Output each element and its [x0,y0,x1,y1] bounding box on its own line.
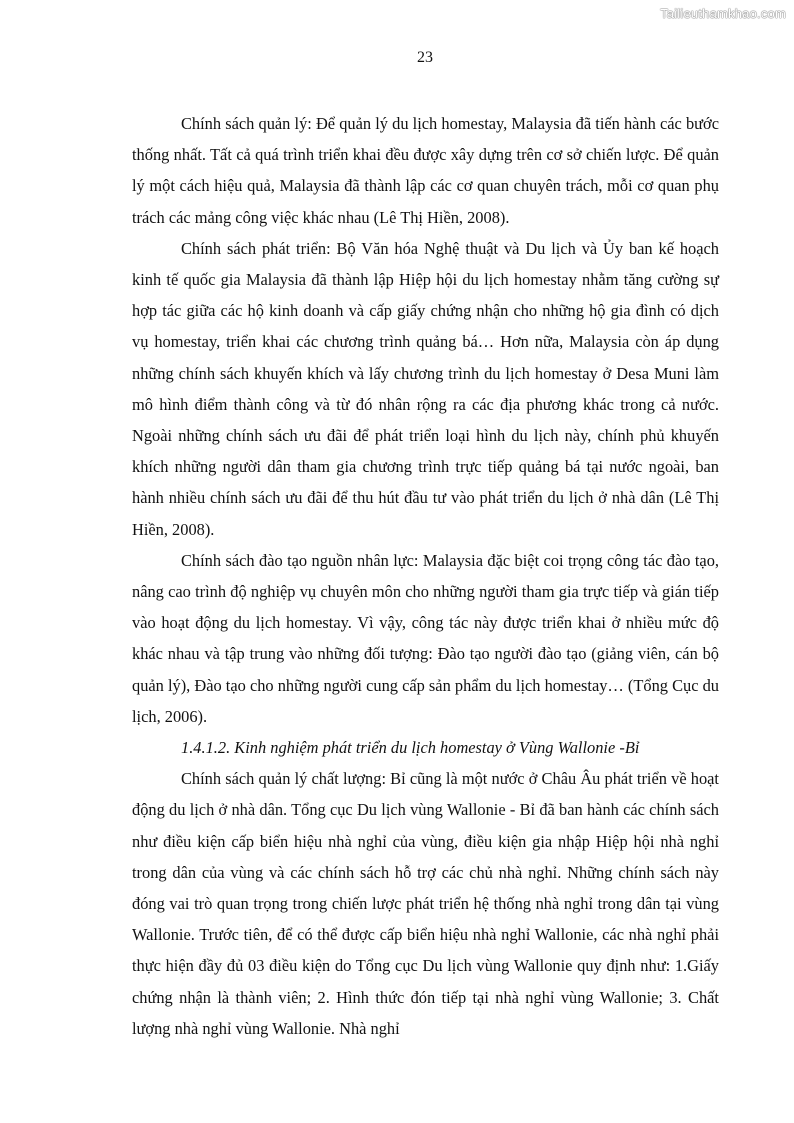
paragraph-quality-policy: Chính sách quản lý chất lượng: Bỉ cũng là một nước ở Châu Âu phát triển về hoạt động du lịch ở nhà dân. Tổng cục Du lịch vùng Wallonie - Bỉ đã ban hành các chính sách như điều kiện cấp biển hiệu nhà nghỉ của vùng, điều kiện gia nhập Hiệp hội nhà nghỉ trong dân của vùng và các chính sách hỗ trợ các chủ nhà nghỉ. Những chính sách này đóng vai trò quan trọng trong chiến lược phát triển hệ thống nhà nghỉ trong dân tại vùng Wallonie. Trước tiên, để có thể được cấp biển hiệu nhà nghỉ Wallonie, các nhà nghỉ phải thực hiện đầy đủ 03 điều kiện do Tổng cục Du lịch vùng Wallonie quy định như: 1.Giấy chứng nhận là thành viên; 2. Hình thức đón tiếp tại nhà nghỉ vùng Wallonie; 3. Chất lượng nhà nghỉ vùng Wallonie. Nhà nghỉ [132,769,719,1038]
watermark: Tailieuthamkhao.com [660,6,786,21]
paragraph-training-policy: Chính sách đào tạo nguồn nhân lực: Malaysia đặc biệt coi trọng công tác đào tạo, nâng cao trình độ nghiệp vụ chuyên môn cho những người tham gia trực tiếp và gián tiếp vào hoạt động du lịch homestay. Vì vậy, công tác này được triển khai ở nhiều mức độ khác nhau và tập trung vào những đối tượng: Đào tạo người đào tạo (giảng viên, cán bộ quản lý), Đào tạo cho những người cung cấp sản phẩm du lịch homestay… (Tổng Cục du lịch, 2006). [132,550,719,726]
document-body [132,108,719,1044]
paragraph-management-policy: Chính sách quản lý: Để quản lý du lịch homestay, Malaysia đã tiến hành các bước thống nhất. Tất cả quá trình triển khai đều được xây dựng trên cơ sở chiến lược. Để quản lý một cách hiệu quả, Malaysia đã thành lập các cơ quan chuyên trách, mỗi cơ quan phụ trách các mảng công việc khác nhau (Lê Thị Hiền, 2008). [132,114,719,227]
page-number: 23 [417,49,433,66]
paragraph-development-policy: Chính sách phát triển: Bộ Văn hóa Nghệ thuật và Du lịch và Ủy ban kế hoạch kinh tế quốc gia Malaysia đã thành lập Hiệp hội du lịch homestay nhằm tăng cường sự hợp tác giữa các hộ kinh doanh và cấp giấy chứng nhận cho những hộ gia đình có dịch vụ homestay, triển khai các chương trình quảng bá… Hơn nữa, Malaysia còn áp dụng những chính sách khuyến khích và lấy chương trình du lịch homestay ở Desa Muni làm mô hình điểm thành công và từ đó nhân rộng ra các địa phương khác trong cả nước. Ngoài những chính sách ưu đãi để phát triển loại hình du lịch này, chính phủ khuyến khích những người dân tham gia chương trình trực tiếp quảng bá tại nước ngoài, ban hành nhiều chính sách ưu đãi để thu hút đầu tư vào phát triển du lịch ở nhà dân (Lê Thị Hiền, 2008). [132,238,719,539]
section-heading: 1.4.1.2. Kinh nghiệm phát triển du lịch homestay ở Vùng Wallonie -Bỉ [181,738,640,758]
